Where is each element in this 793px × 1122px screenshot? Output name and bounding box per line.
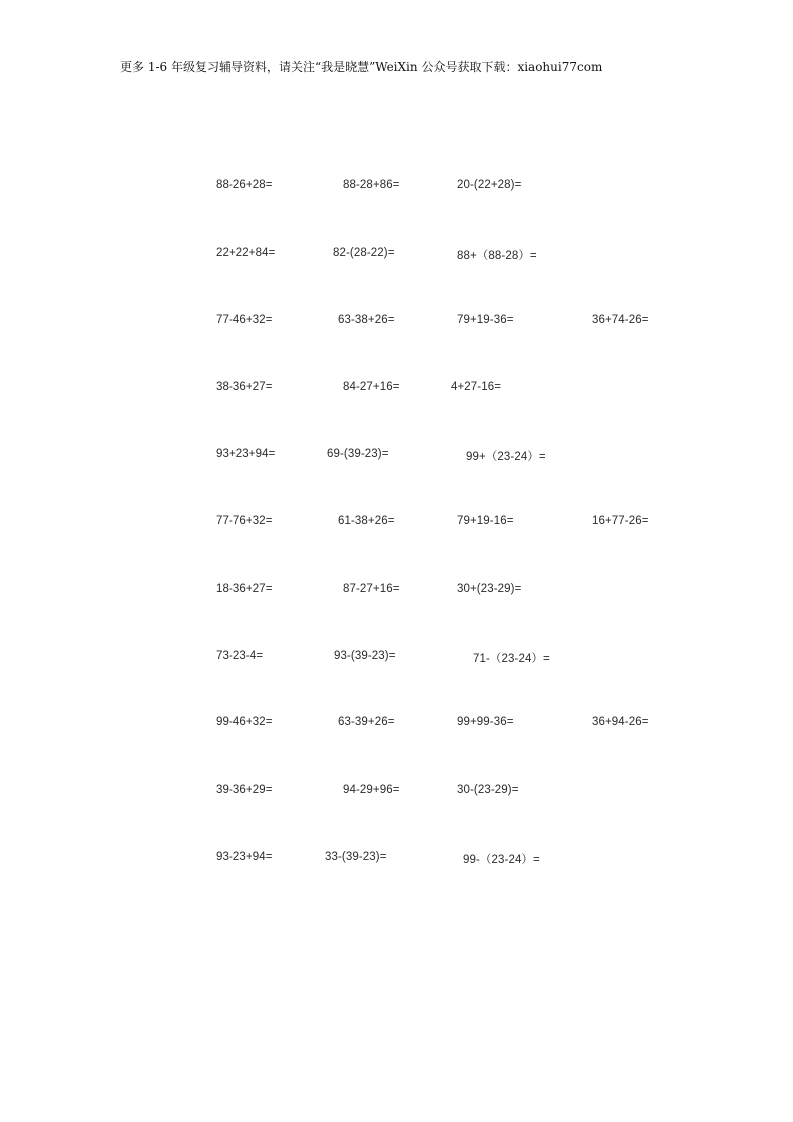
problem-r9-c4: 36+94-26= <box>592 716 649 728</box>
problem-r1-c3: 20-(22+28)= <box>457 179 522 191</box>
problem-r8-c1: 73-23-4= <box>216 650 264 662</box>
problem-r3-c1: 77-46+32= <box>216 314 273 326</box>
problem-r4-c1: 38-36+27= <box>216 381 273 393</box>
problem-r6-c1: 77-76+32= <box>216 515 273 527</box>
problem-r5-c1: 93+23+94= <box>216 448 276 460</box>
problem-r10-c3: 30-(23-29)= <box>457 784 519 796</box>
problem-r1-c2: 88-28+86= <box>343 179 400 191</box>
problem-r8-c3: 71-（23-24）= <box>473 653 550 665</box>
problem-r6-c3: 79+19-16= <box>457 515 514 527</box>
problem-r5-c3: 99+（23-24）= <box>466 451 546 463</box>
problem-r9-c3: 99+99-36= <box>457 716 514 728</box>
problem-r11-c2: 33-(39-23)= <box>325 851 387 863</box>
problem-r8-c2: 93-(39-23)= <box>334 650 396 662</box>
problem-r10-c2: 94-29+96= <box>343 784 400 796</box>
problem-r11-c3: 99-（23-24）= <box>463 854 540 866</box>
problem-r6-c2: 61-38+26= <box>338 515 395 527</box>
problem-r3-c3: 79+19-36= <box>457 314 514 326</box>
problem-r2-c1: 22+22+84= <box>216 247 276 259</box>
problem-r3-c2: 63-38+26= <box>338 314 395 326</box>
problem-r4-c2: 84-27+16= <box>343 381 400 393</box>
problem-r2-c3: 88+（88-28）= <box>457 250 537 262</box>
problem-r1-c1: 88-26+28= <box>216 179 273 191</box>
problem-r4-c3: 4+27-16= <box>451 381 502 393</box>
problem-r11-c1: 93-23+94= <box>216 851 273 863</box>
header-note: 更多 1-6 年级复习辅导资料，请关注“我是晓慧”WeiXin 公众号获取下载：xiaohui77com <box>120 60 603 74</box>
problem-r9-c1: 99-46+32= <box>216 716 273 728</box>
problem-r2-c2: 82-(28-22)= <box>333 247 395 259</box>
problem-r9-c2: 63-39+26= <box>338 716 395 728</box>
problem-r5-c2: 69-(39-23)= <box>327 448 389 460</box>
problem-r7-c2: 87-27+16= <box>343 583 400 595</box>
problem-r3-c4: 36+74-26= <box>592 314 649 326</box>
problem-r6-c4: 16+77-26= <box>592 515 649 527</box>
problem-r10-c1: 39-36+29= <box>216 784 273 796</box>
problem-r7-c1: 18-36+27= <box>216 583 273 595</box>
problem-r7-c3: 30+(23-29)= <box>457 583 522 595</box>
